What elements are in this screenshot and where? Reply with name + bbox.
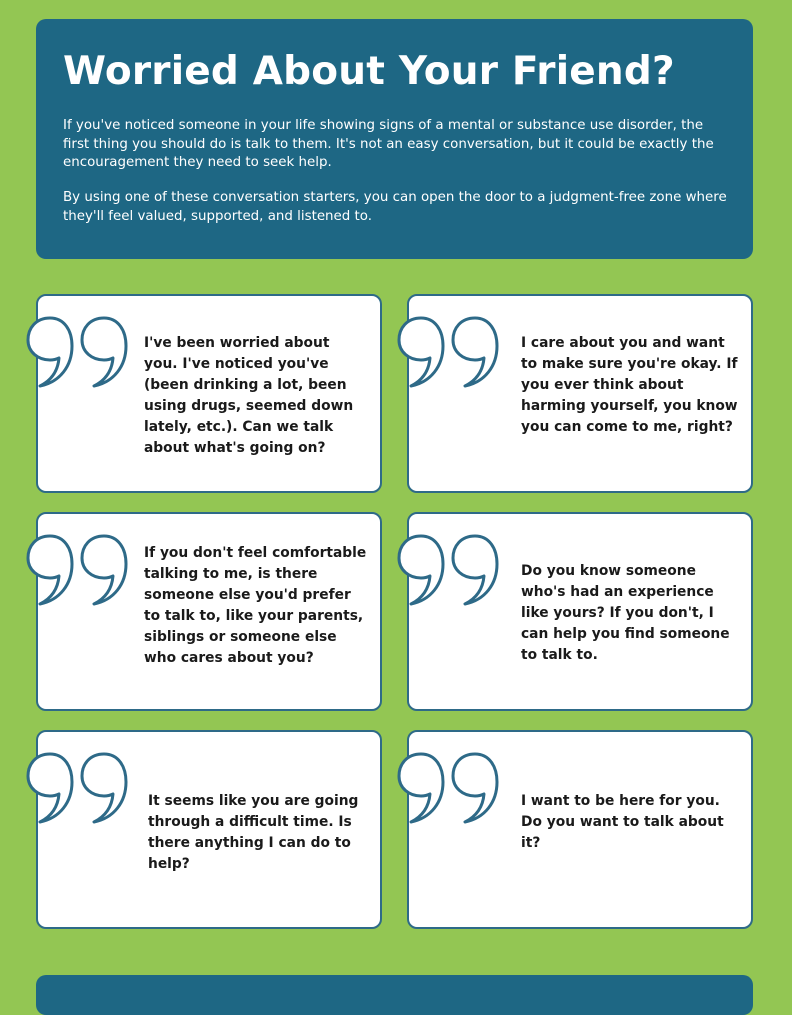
conversation-card-1 [36, 294, 382, 493]
conversation-card-6 [407, 730, 753, 929]
footer-banner [36, 975, 753, 1015]
card-text: I want to be here for you. Do you want to talk about it? [521, 793, 724, 851]
conversation-card-5 [36, 730, 382, 929]
card-text: I've been worried about you. I've noticed you've (been drinking a lot, been using drugs, seemed down lately, etc.). Can we talk about what's going on? [144, 335, 354, 456]
quote-mark-icon [395, 532, 507, 608]
card-text: Do you know someone who's had an experience like yours? If you don't, I can help you find someone to talk to. [521, 563, 730, 663]
quote-mark-icon [24, 532, 136, 608]
quote-mark-icon [24, 314, 136, 390]
quote-mark-icon [395, 750, 507, 826]
quote-mark-icon [395, 314, 507, 390]
conversation-card-4 [407, 512, 753, 711]
conversation-card-3 [36, 512, 382, 711]
intro-paragraph-2: By using one of these conversation starters, you can open the door to a judgment-free zone where they'll feel valued, supported, and listened to. [63, 190, 727, 224]
card-text: It seems like you are going through a difficult time. Is there anything I can do to help? [148, 793, 359, 872]
card-text: I care about you and want to make sure you're okay. If you ever think about harming yourself, you know you can come to me, right? [521, 335, 738, 435]
page-title: Worried About Your Friend? [63, 49, 675, 94]
quote-mark-icon [24, 750, 136, 826]
conversation-card-2 [407, 294, 753, 493]
intro-paragraph-1: If you've noticed someone in your life showing signs of a mental or substance use disorder, the first thing you should do is talk to them. It's not an easy conversation, but it could be exactly the encouragement they need to seek help. [63, 118, 714, 170]
card-text: If you don't feel comfortable talking to me, is there someone else you'd prefer to talk to, like your parents, siblings or someone else who cares about you? [144, 545, 367, 666]
header-banner [36, 19, 753, 259]
